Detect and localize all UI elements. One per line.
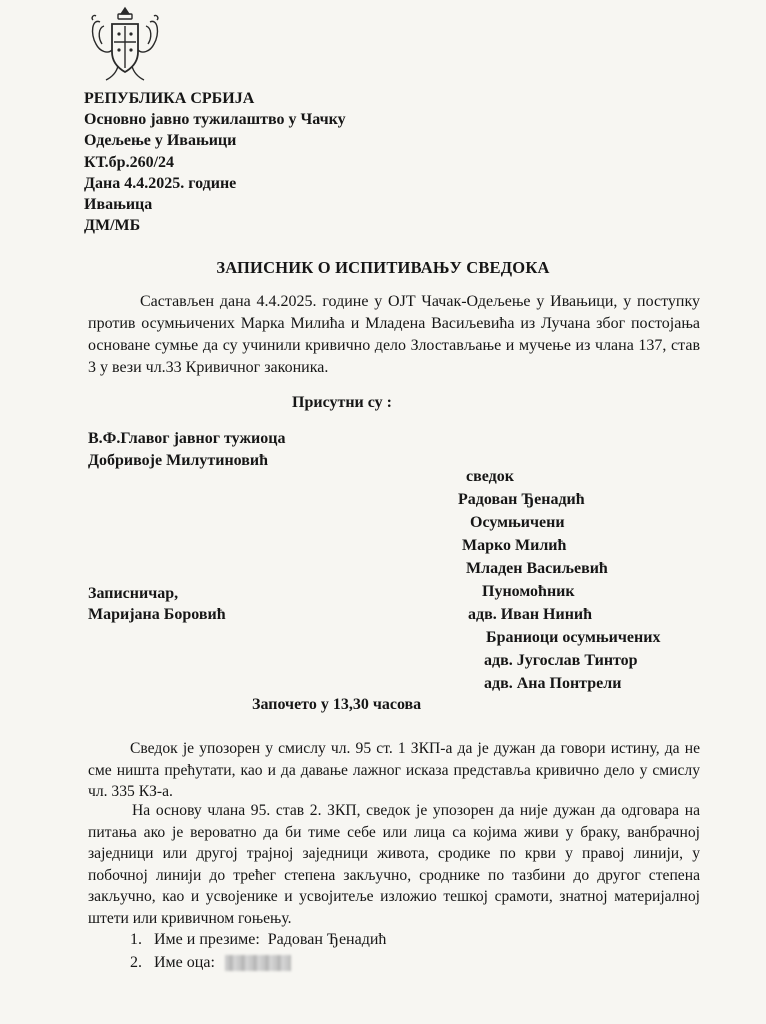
warning-paragraph-2 — [88, 800, 700, 929]
header-department: Одељење у Ивањици — [84, 132, 237, 150]
start-time: Започето у 13,30 часова — [252, 696, 422, 713]
header-date: Дана 4.4.2025. године — [84, 174, 237, 192]
list-number: 2. — [130, 954, 142, 971]
document-title: ЗАПИСНИК О ИСПИТИВАЊУ СВЕДОКА — [216, 258, 550, 277]
coat-of-arms-icon — [88, 4, 162, 84]
warning-1-text: Сведок је упозорен у смислу чл. 95 ст. 1 ЗКП-а да је дужан да говори истину, да не сме ништа прећутати, као и да давање лажног исказа представља кривично дело у смислу чл. 335 КЗ-а. — [88, 740, 700, 800]
header-country: РЕПУБЛИКА СРБИЈА — [84, 90, 255, 107]
list-item — [130, 951, 291, 975]
suspect-2-name: Младен Васиљевић — [466, 560, 608, 577]
intro-text: Састављен дана 4.4.2025. године у ОЈТ Чачак-Одељење у Ивањици, у поступку против осумњичених Марка Милића и Младена Васиљевића из Лучана због постојања основане сумње да су учинили кривично дело Злостављање и мучење из члана 137, став 3 у вези чл.33 Кривичног законика. — [88, 293, 700, 376]
attorney-name: адв. Иван Нинић — [468, 606, 593, 623]
document-header — [84, 88, 346, 236]
present-heading: Присутни су : — [292, 394, 392, 411]
prosecutor-name: Добривоје Милутиновић — [88, 452, 269, 469]
warning-paragraph-1 — [88, 738, 700, 803]
prosecutor-title: В.Ф.Главог јавног тужиоца — [88, 430, 286, 447]
attorney-label: Пуномоћник — [482, 583, 575, 600]
list-label: Име и презиме: — [154, 931, 260, 948]
redacted-value — [225, 955, 291, 971]
header-place: Ивањица — [84, 196, 153, 214]
intro-paragraph — [88, 291, 700, 379]
list-item — [130, 928, 386, 952]
recorder-title: Записничар, — [88, 585, 179, 602]
suspect-1-name: Марко Милић — [462, 537, 567, 554]
warning-2-text: На основу члана 95. став 2. ЗКП, сведок је упозорен да није дужан да одговара на питања ако је вероватно да би тиме себе или лица са којима живи у браку, ванбрачној заједници или другој трајној заједници живота, сродике по крви у правој линији, у побочној линији до трећег степена закључно, сроднике по тазбини до другог степена закључно, као и усвојенике и усвојитеље изложио тешкој срамоти, знатној материјалној штети или кривичном гоњењу. — [88, 802, 700, 927]
header-office: Основно јавно тужилаштво у Чачку — [84, 111, 346, 129]
list-number: 1. — [130, 931, 142, 948]
list-label: Име оца: — [154, 954, 215, 971]
list-value: Радован Ђенадић — [267, 931, 387, 948]
defender-1-name: адв. Југослав Тинтор — [484, 652, 638, 669]
header-initials: ДМ/МБ — [84, 217, 141, 235]
suspects-label: Осумњичени — [470, 514, 565, 531]
witness-name: Радован Ђенадић — [458, 491, 585, 508]
witness-label: сведок — [466, 468, 514, 485]
defenders-label: Браниоци осумњичених — [486, 629, 661, 646]
recorder-name: Маријана Боровић — [88, 606, 226, 623]
header-case-number: КТ.бр.260/24 — [84, 153, 175, 171]
defender-2-name: адв. Ана Понтрели — [484, 675, 622, 692]
